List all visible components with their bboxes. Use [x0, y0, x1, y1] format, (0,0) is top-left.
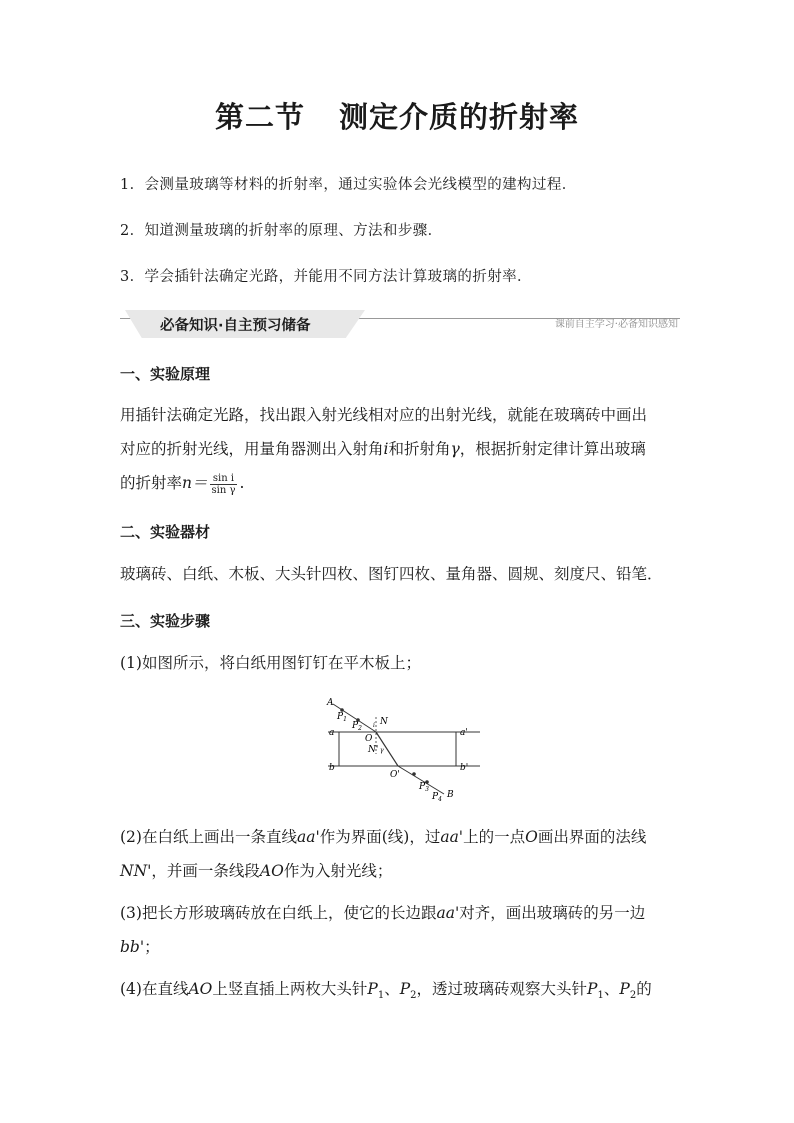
principle-line-2: 对应的折射光线，用量角器测出入射角i和折射角γ，根据折射定律计算出玻璃 — [120, 440, 646, 458]
step-1: (1)如图所示，将白纸用图钉钉在平木板上； — [120, 654, 421, 672]
label-O-prime: O' — [390, 770, 400, 780]
principle-paragraph — [120, 398, 685, 500]
pin-p4 — [425, 780, 429, 784]
principle-line-1: 用插针法确定光路，找出跟入射光线相对应的出射光线，就能在玻璃砖中画出 — [120, 406, 648, 424]
page-title — [0, 95, 794, 136]
heading-principle: 一、实验原理 — [120, 365, 211, 383]
label-P4: $P_4$ — [432, 792, 442, 803]
label-P3: $P_3$ — [419, 782, 429, 793]
label-N: N — [380, 717, 388, 727]
fraction-denominator: sin γ — [211, 484, 236, 496]
title-text: 测定介质的折射率 — [339, 100, 580, 134]
label-i: i — [373, 722, 375, 729]
title-section-number: 第二节 — [214, 100, 305, 134]
label-O: O — [365, 734, 373, 744]
formula-lhs: n＝ — [182, 474, 208, 492]
var-gamma: γ — [450, 440, 460, 458]
objective-1: 1．会测量玻璃等材料的折射率，通过实验体会光线模型的建构过程． — [120, 177, 577, 193]
step-3: (3)把长方形玻璃砖放在白纸上，使它的长边跟aa'对齐，画出玻璃砖的另一边 bb'； — [120, 904, 646, 956]
label-B: B — [447, 790, 454, 800]
glass-block — [339, 732, 456, 766]
section-banner — [120, 310, 680, 338]
heading-equipment: 二、实验器材 — [120, 523, 211, 541]
fraction-numerator: sin i — [210, 473, 238, 485]
refraction-diagram — [320, 693, 480, 805]
principle-line-3: 的折射率n＝ $\frac{\text{sin i}}{\text{sin γ}}$ . — [120, 472, 245, 496]
heading-steps: 三、实验步骤 — [120, 612, 211, 630]
var-i: i — [383, 440, 389, 458]
label-A: A — [327, 698, 334, 708]
label-a-prime: a' — [460, 728, 468, 738]
label-gamma: γ — [380, 747, 384, 754]
equipment-paragraph: 玻璃砖、白纸、木板、大头针四枚、图钉四枚、量角器、圆规、刻度尺、铅笔． — [120, 565, 663, 583]
step-2: (2)在白纸上画出一条直线aa'作为界面(线)，过aa'上的一点O画出界面的法线 NN'，并画一条线段AO作为入射光线； — [120, 828, 647, 880]
label-P1: $P_1$ — [337, 712, 347, 723]
label-b: b — [329, 763, 335, 773]
objective-2: 2．知道测量玻璃的折射率的原理、方法和步骤． — [120, 223, 443, 239]
banner-subtitle: 课前自主学习·必备知识感知 — [554, 319, 678, 330]
pin-p3 — [412, 772, 416, 776]
step-4: (4)在直线AO上竖直插上两枚大头针$P_1$、$P_2$，透过玻璃砖观察大头针$P_1$、$P_2$的 — [120, 980, 652, 1002]
label-N-prime: N' — [368, 745, 379, 755]
banner-label: 必备知识·自主预习储备 — [160, 318, 311, 334]
formula-fraction — [210, 473, 238, 496]
label-a: a — [329, 728, 335, 738]
objective-3: 3．学会插针法确定光路，并能用不同方法计算玻璃的折射率． — [120, 269, 532, 285]
label-b-prime: b' — [460, 763, 469, 773]
label-P2: $P_2$ — [352, 721, 362, 732]
